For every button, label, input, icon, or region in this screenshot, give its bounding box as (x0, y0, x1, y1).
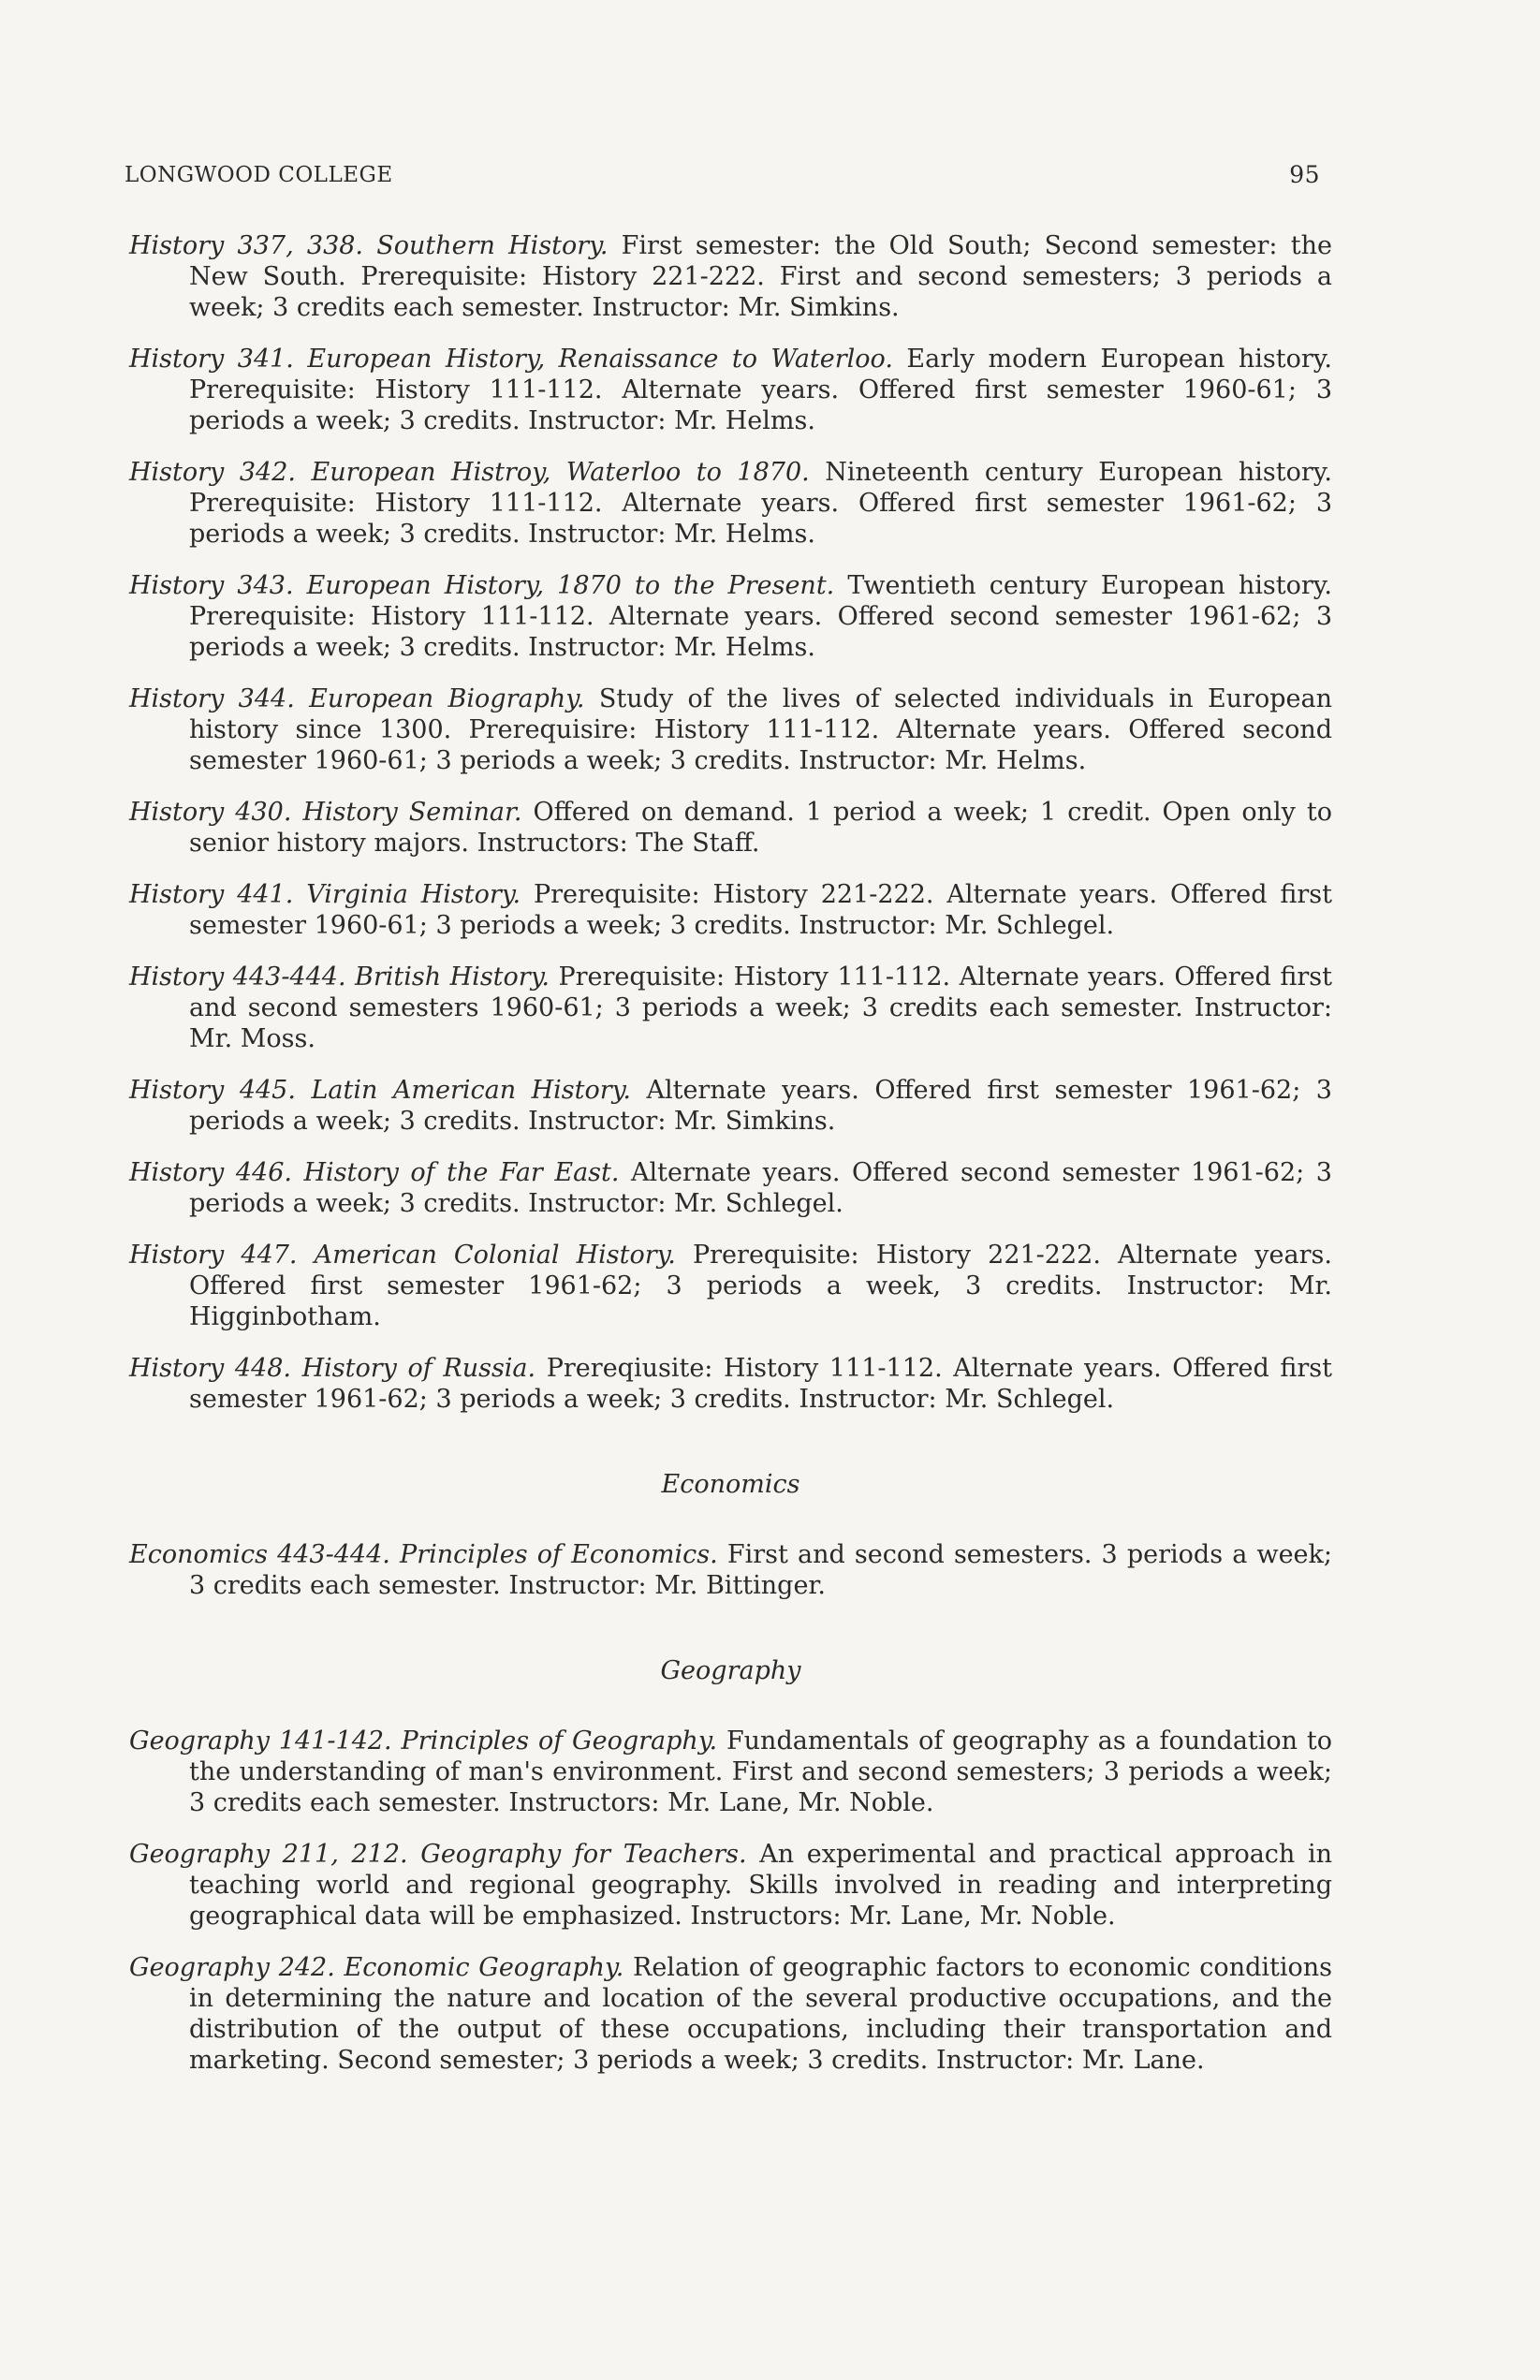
course-title: History Seminar. (302, 798, 522, 827)
course-entry (129, 457, 1332, 550)
course-description: Prerequisite: History 111-112. Alternate years. Offered first and second semesters 1960-61; 3 periods a week; 3 credits each semester. Instructor: Mr. Moss. (189, 962, 1332, 1053)
course-title: Principles of Geography. (401, 1726, 718, 1756)
course-title: History of the Far East. (303, 1158, 620, 1187)
course-code: History 447. (129, 1241, 298, 1270)
section-heading-economics: Economics (661, 1470, 800, 1499)
page-number: 95 (1289, 161, 1320, 188)
course-code: History 448. (129, 1354, 292, 1383)
course-description: Prerequisite: History 221-222. Alternate years. Offered first semester 1961-62; 3 periods a week, 3 credits. Instructor: Mr. Higginbotham. (189, 1241, 1332, 1331)
course-entry (129, 344, 1332, 436)
course-title: History of Russia. (301, 1354, 536, 1383)
course-code: Geography 211, 212. (129, 1840, 408, 1869)
course-entry (129, 1157, 1332, 1219)
course-entry (129, 962, 1332, 1054)
course-description: Study of the lives of selected individuals in European history since 1300. Prerequisire: History 111-112. Alternate years. Offered second semester 1960-61; 3 periods a week; 3 credits. Instructor: Mr. Helms. (189, 684, 1332, 775)
course-description: Offered on demand. 1 period a week; 1 credit. Open only to senior history majors. Instructors: The Staff. (189, 798, 1332, 858)
course-description: An experimental and practical approach in teaching world and regional geography. Skills involved in reading and interpreting geographical data will be emphasized. Instructors: Mr. Lane, Mr. Noble. (189, 1840, 1332, 1931)
course-code: Geography 242. (129, 1953, 335, 1982)
course-title: Economic Geography. (344, 1953, 624, 1982)
course-entry (129, 230, 1332, 323)
course-code: History 446. (129, 1158, 292, 1187)
course-entry (129, 1839, 1332, 1932)
course-description: Prereqiusite: History 111-112. Alternate years. Offered first semester 1961-62; 3 periods a week; 3 credits. Instructor: Mr. Schlegel. (189, 1354, 1332, 1414)
course-code: Economics 443-444. (129, 1540, 390, 1569)
course-entry (129, 1240, 1332, 1332)
economics-section (129, 1539, 1332, 1601)
course-description: Early modern European history. Prerequisite: History 111-112. Alternate years. Offered first semester 1960-61; 3 periods a week; 3 credits. Instructor: Mr. Helms. (189, 345, 1332, 435)
course-code: History 441. (129, 880, 294, 909)
geography-section (129, 1726, 1332, 2076)
course-code: History 445. (129, 1076, 296, 1105)
section-heading-geography: Geography (660, 1656, 801, 1685)
course-entry (129, 879, 1332, 941)
catalog-content (129, 230, 1332, 2096)
course-title: European Biography. (309, 684, 585, 713)
course-description: First and second semesters. 3 periods a week; 3 credits each semester. Instructor: Mr. Bittinger. (189, 1540, 1332, 1600)
course-description: Alternate years. Offered first semester 1961-62; 3 periods a week; 3 credits. Instructor: Mr. Simkins. (189, 1076, 1332, 1136)
course-code: History 344. (129, 684, 295, 713)
course-description: Relation of geographic factors to economic conditions in determining the nature and location of the several productive occupations, and the distribution of the output of these occupations, including their transportation and marketing. Second semester; 3 periods a week; 3 credits. Instructor: Mr. Lane. (189, 1953, 1332, 2075)
history-section (129, 230, 1332, 1415)
course-title: British History. (355, 962, 550, 992)
course-title: European Histroy, Waterloo to 1870. (311, 458, 810, 487)
course-code: History 337, 338. (129, 231, 364, 260)
course-entry (129, 683, 1332, 776)
course-title: Virginia History. (306, 880, 521, 909)
running-head: LONGWOOD COLLEGE (125, 163, 393, 187)
course-entry (129, 1353, 1332, 1415)
course-title: American Colonial History. (314, 1241, 676, 1270)
course-title: European History, Renaissance to Waterloo. (307, 345, 893, 374)
course-entry (129, 1075, 1332, 1137)
course-title: Geography for Teachers. (420, 1840, 747, 1869)
course-title: European History, 1870 to the Present. (306, 571, 835, 600)
course-title: Latin American History. (311, 1076, 631, 1105)
course-code: History 443-444. (129, 962, 346, 992)
course-description: Fundamentals of geography as a foundation to the understanding of man's environment. First and second semesters; 3 periods a week; 3 credits each semester. Instructors: Mr. Lane, Mr. Noble. (189, 1726, 1332, 1817)
course-title: Principles of Economics. (400, 1540, 718, 1569)
course-code: History 430. (129, 798, 292, 827)
course-entry (129, 570, 1332, 663)
course-description: Alternate years. Offered second semester 1961-62; 3 periods a week; 3 credits. Instructor: Mr. Schlegel. (189, 1158, 1332, 1218)
course-description: Prerequisite: History 221-222. Alternate years. Offered first semester 1960-61; 3 periods a week; 3 credits. Instructor: Mr. Schlegel. (189, 880, 1332, 940)
course-title: Southern History. (376, 231, 609, 260)
course-code: History 343. (129, 571, 294, 600)
course-code: Geography 141-142. (129, 1726, 392, 1756)
course-description: First semester: the Old South; Second semester: the New South. Prerequisite: History 221-222. First and second semesters; 3 periods a week; 3 credits each semester. Instructor: Mr. Simkins. (189, 231, 1332, 322)
course-code: History 342. (129, 458, 296, 487)
course-code: History 341. (129, 345, 294, 374)
course-entry (129, 797, 1332, 859)
course-entry (129, 1726, 1332, 1818)
course-description: Twentieth century European history. Prerequisite: History 111-112. Alternate years. Offered second semester 1961-62; 3 periods a week; 3 credits. Instructor: Mr. Helms. (189, 571, 1332, 662)
course-entry (129, 1539, 1332, 1601)
course-description: Nineteenth century European history. Prerequisite: History 111-112. Alternate years. Offered first semester 1961-62; 3 periods a week; 3 credits. Instructor: Mr. Helms. (189, 458, 1332, 549)
course-entry (129, 1952, 1332, 2076)
